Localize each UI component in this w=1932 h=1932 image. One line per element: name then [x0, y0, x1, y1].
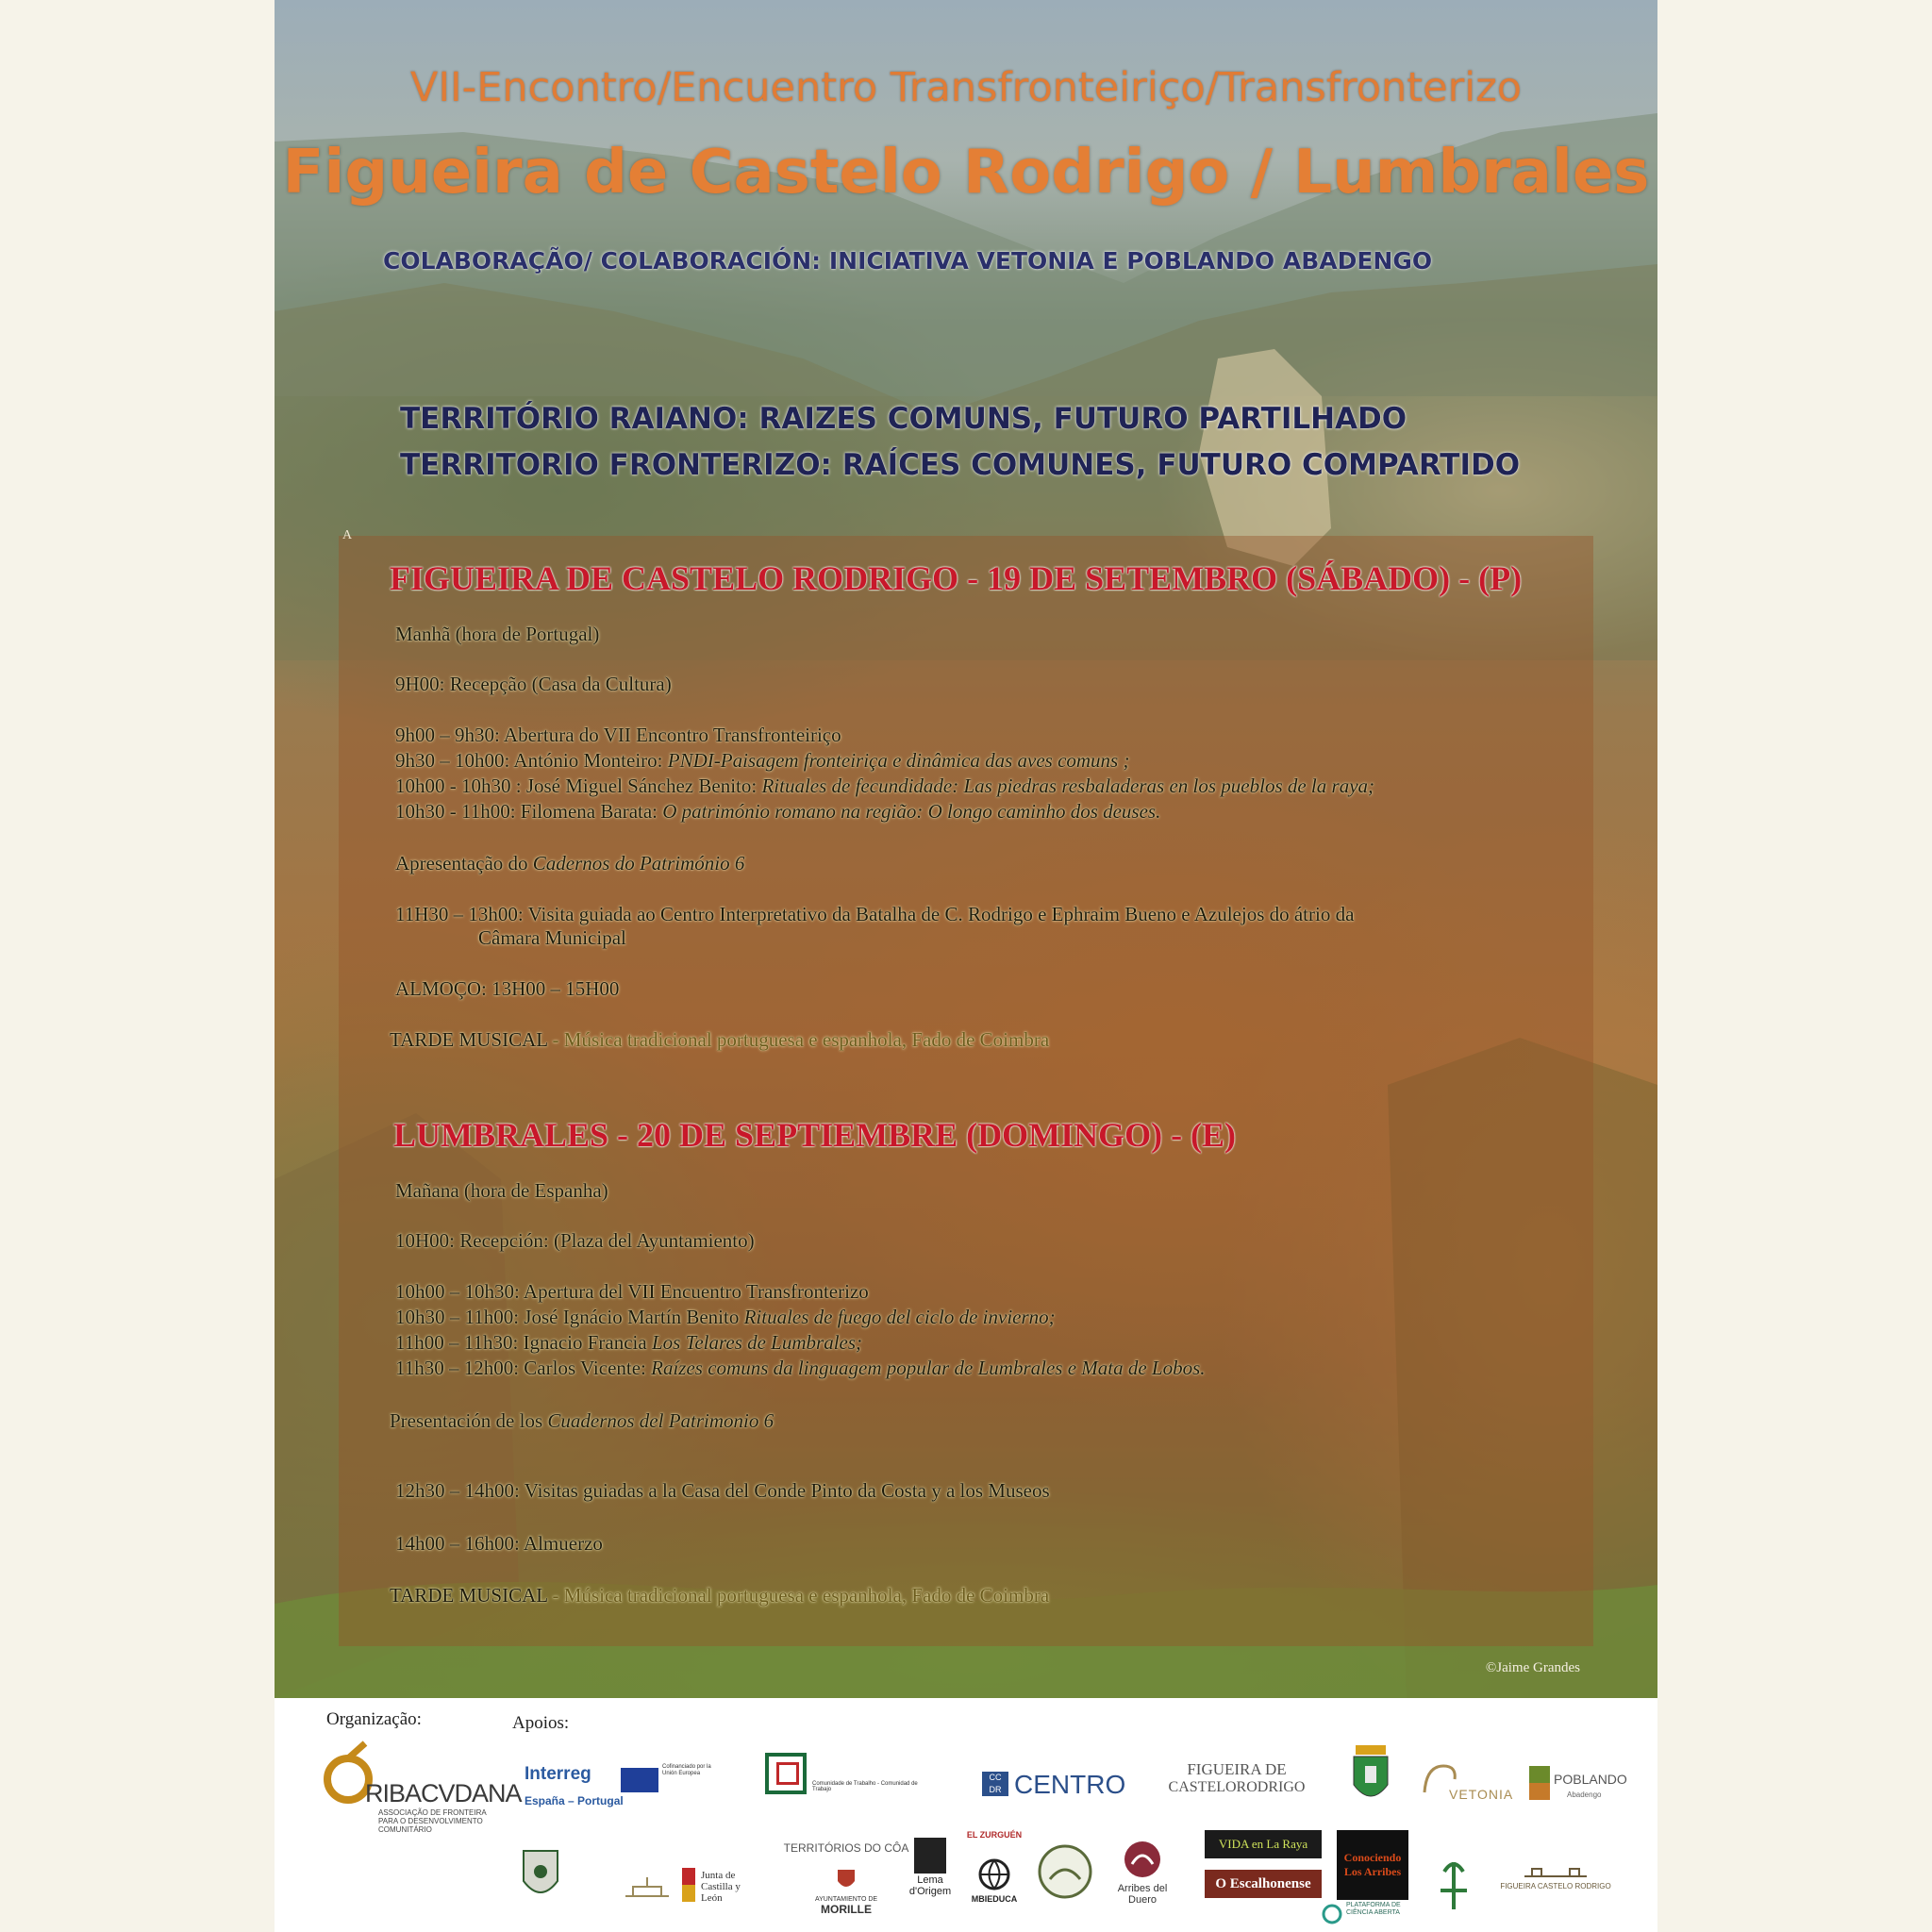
day2-talk2-speaker: 11h00 – 11h30: Ignacio Francia [395, 1331, 652, 1354]
zurguen-logo [961, 1830, 1027, 1924]
heritage-monument-icon [624, 1874, 671, 1902]
castelorodrigo-name: CASTELORODRIGO [1168, 1779, 1306, 1795]
day1-opening: 9h00 – 9h30: Abertura do VII Encontro Transfronteiriço [395, 724, 841, 746]
interreg-subtitle: España – Portugal [525, 1794, 624, 1807]
castilla-leon-icon [682, 1868, 695, 1902]
day1-talk3-title: O património romano na região: O longo caminho dos deuses. [662, 800, 1161, 823]
junta-name: Junta de Castilla y León [701, 1870, 741, 1905]
day2-talk3-title: Raízes comuns da linguagem popular de Lumbrales e Mata de Lobos. [651, 1357, 1206, 1379]
day2-music-rest: - Música tradicional portuguesa e espanhola, Fado de Coimbra [547, 1584, 1050, 1607]
day2-heading [393, 1115, 1236, 1155]
zurguen-name: EL ZURGUÉN [966, 1830, 1023, 1840]
eu-cofinancing-text: Cofinanciado por la Unión Europea [662, 1764, 711, 1776]
day2-visit: 12h30 – 14h00: Visitas guiadas a la Casa del Conde Pinto da Costa y a los Museos [395, 1479, 1050, 1502]
day2-talk1 [395, 1306, 1056, 1329]
day2-reception: 10H00: Recepción: (Plaza del Ayuntamiento) [395, 1229, 755, 1252]
plataforma-icon [1322, 1904, 1342, 1924]
day2-talk3-speaker: 11h30 – 12h00: Carlos Vicente: [395, 1357, 652, 1379]
vetonia-name: VETONIA [1449, 1787, 1514, 1802]
interreg-name: Interreg [525, 1764, 591, 1784]
day1-presentation-lead: Apresentação do [395, 852, 533, 874]
morille-crest-icon [837, 1868, 856, 1892]
photo-credit: ©Jaime Grandes [1485, 1660, 1580, 1675]
day1-lunch: ALMOÇO: 13H00 – 15H00 [395, 977, 620, 1000]
mbieduca-globe-icon [978, 1858, 1010, 1890]
day1-music [390, 1028, 1049, 1052]
day2-morning: Mañana (hora de Espanha) [395, 1179, 608, 1202]
heritage-tree-icon [1437, 1853, 1471, 1913]
lema-icon [914, 1838, 946, 1874]
day1-talk1 [395, 749, 1129, 773]
day1-presentation [395, 852, 744, 875]
morille-ayuntamiento: AYUNTAMIENTO DE [814, 1896, 878, 1903]
ribacvdana-name: RIBACVDANA [365, 1779, 522, 1807]
figueira-small-logo [1499, 1864, 1612, 1902]
day1-date: - 19 DE SETEMBRO (SÁBADO) - (P) [958, 559, 1523, 597]
vida-raya-logo: VIDA en La Raya [1205, 1830, 1322, 1858]
day2-lunch: 14h00 – 16h00: Almuerzo [395, 1532, 603, 1555]
theme-spanish: TERRITORIO FRONTERIZO: RAÍCES COMUNES, FUTURO COMPARTIDO [400, 448, 1521, 482]
day2-date: - 20 DE SEPTIEMBRE (DOMINGO) - (E) [608, 1116, 1237, 1154]
poster [275, 0, 1657, 1932]
event-title-line2: Figueira de Castelo Rodrigo / Lumbrales [282, 138, 1650, 208]
day1-reception: 9H00: Recepção (Casa da Cultura) [395, 673, 672, 695]
figueira-castle-icon [1523, 1865, 1589, 1878]
apoios-label: Apoios: [512, 1713, 570, 1733]
day1-talk2 [395, 774, 1374, 798]
parish-crest-icon [522, 1847, 559, 1906]
canyon-photo [275, 0, 1657, 1698]
day1-music-rest: - Música tradicional portuguesa e espanhola, Fado de Coimbra [547, 1028, 1050, 1051]
day1-visit-line2: Câmara Municipal [478, 926, 626, 949]
plataforma-name: PLATAFORMA DE CIÊNCIA ABERTA [1346, 1902, 1401, 1916]
sponsors-footer [275, 1698, 1657, 1932]
ribacvdana-logo [324, 1740, 522, 1834]
comunidade-trabalho-text: Comunidade de Trabalho - Comunidad de Trabajo [812, 1781, 918, 1792]
organizacao-label: Organização: [326, 1709, 422, 1729]
day1-presentation-title: Cadernos do Património 6 [532, 852, 745, 874]
day1-music-lead: TARDE MUSICAL [390, 1028, 548, 1051]
day2-music [390, 1584, 1049, 1607]
arribes-name: Arribes del Duero [1117, 1883, 1168, 1906]
comunidade-trabalho-icon [765, 1753, 807, 1794]
day1-talk2-speaker: 10h00 - 10h30 : José Miguel Sánchez Benito: [395, 774, 762, 797]
ribacvdana-subtitle: ASSOCIAÇÃO DE FRONTEIRA PARA O DESENVOLVIMENTO COMUNITÁRIO [378, 1808, 487, 1834]
escalhonense-logo: O Escalhonense [1205, 1870, 1322, 1898]
day2-talk2-title: Los Telares de Lumbrales; [651, 1331, 863, 1354]
figueira-name: FIGUEIRA DE [1187, 1760, 1287, 1778]
day2-talk2 [395, 1331, 862, 1355]
poblando-subtitle: Abadengo [1567, 1790, 1602, 1799]
territorios-name: TERRITÓRIOS DO CÔA [783, 1841, 909, 1855]
theme-portuguese: TERRITÓRIO RAIANO: RAIZES COMUNS, FUTURO PARTILHADO [400, 402, 1407, 436]
day2-opening: 10h00 – 10h30: Apertura del VII Encuentro Transfronterizo [395, 1280, 869, 1303]
day1-morning: Manhã (hora de Portugal) [395, 623, 600, 645]
mata-lobos-seal-icon [1037, 1843, 1093, 1900]
event-title-line1: VII-Encontro/Encuentro Transfronteiriço/Transfronterizo [409, 64, 1523, 111]
day1-talk1-title: PNDI-Paisagem fronteiriça e dinâmica das aves comuns ; [667, 749, 1130, 772]
day1-place: FIGUEIRA DE CASTELO RODRIGO [390, 559, 959, 597]
poblando-name: POBLANDO [1554, 1772, 1627, 1787]
poblando-logo [1529, 1766, 1627, 1813]
vetonia-logo [1421, 1760, 1515, 1807]
centro-name: CENTRO [1014, 1770, 1126, 1799]
day2-presentation-lead: Presentación de los [390, 1409, 548, 1432]
figueira-small-name: FIGUEIRA CASTELO RODRIGO [1500, 1882, 1611, 1890]
day2-place: LUMBRALES [393, 1116, 609, 1154]
day1-heading [390, 558, 1522, 598]
day2-talk1-title: Rituales de fuego del ciclo de invierno; [743, 1306, 1056, 1328]
junta-castilla-leon-logo [682, 1864, 767, 1911]
arribes-duero-logo [1105, 1840, 1180, 1915]
conociendo-arribes-logo: Conociendo Los Arribes [1337, 1830, 1408, 1900]
day1-talk1-speaker: 9h30 – 10h00: António Monteiro: [395, 749, 668, 772]
arribes-bird-icon [1123, 1840, 1162, 1879]
poblando-icon [1529, 1766, 1550, 1800]
day2-talk1-speaker: 10h30 – 11h00: José Ignácio Martín Benito [395, 1306, 744, 1328]
lema-origem-logo [907, 1838, 954, 1913]
lema-name: Lema d'Origem [908, 1874, 952, 1897]
day2-talk3 [395, 1357, 1206, 1380]
day2-music-lead: TARDE MUSICAL [390, 1584, 548, 1607]
day1-talk3-speaker: 10h30 - 11h00: Filomena Barata: [395, 800, 663, 823]
comunidade-trabalho-logo [765, 1753, 916, 1809]
day1-visit-line1: 11H30 – 13h00: Visita guiada ao Centro Interpretativo da Batalha de C. Rodrigo e Ephraim Bueno e Azulejos do átrio da [395, 903, 1355, 925]
mbieduca-name: MBIEDUCA [971, 1894, 1018, 1904]
eu-flag-icon [621, 1768, 658, 1792]
panel-mark: A [342, 528, 353, 542]
ccdr-badge: CC DR [982, 1772, 1008, 1796]
plataforma-ciencia-logo [1322, 1902, 1416, 1930]
day1-talk2-title: Rituales de fecundidade: Las piedras resbaladeras en los pueblos de la raya; [761, 774, 1375, 797]
day1-talk3 [395, 800, 1160, 824]
morille-name: MORILLE [821, 1903, 872, 1916]
territorios-coa-logo [780, 1841, 912, 1917]
ccdr-centro-logo [982, 1770, 1142, 1807]
collaboration-line: COLABORAÇÃO/ COLABORACIÓN: INICIATIVA VETONIA E POBLANDO ABADENGO [383, 247, 1433, 275]
municipal-crest-icon [1350, 1743, 1391, 1809]
figueira-castelo-rodrigo-logo [1166, 1760, 1307, 1817]
interreg-logo [525, 1764, 713, 1821]
day2-presentation [390, 1409, 774, 1433]
day2-presentation-title: Cuadernos del Patrimonio 6 [547, 1409, 774, 1432]
